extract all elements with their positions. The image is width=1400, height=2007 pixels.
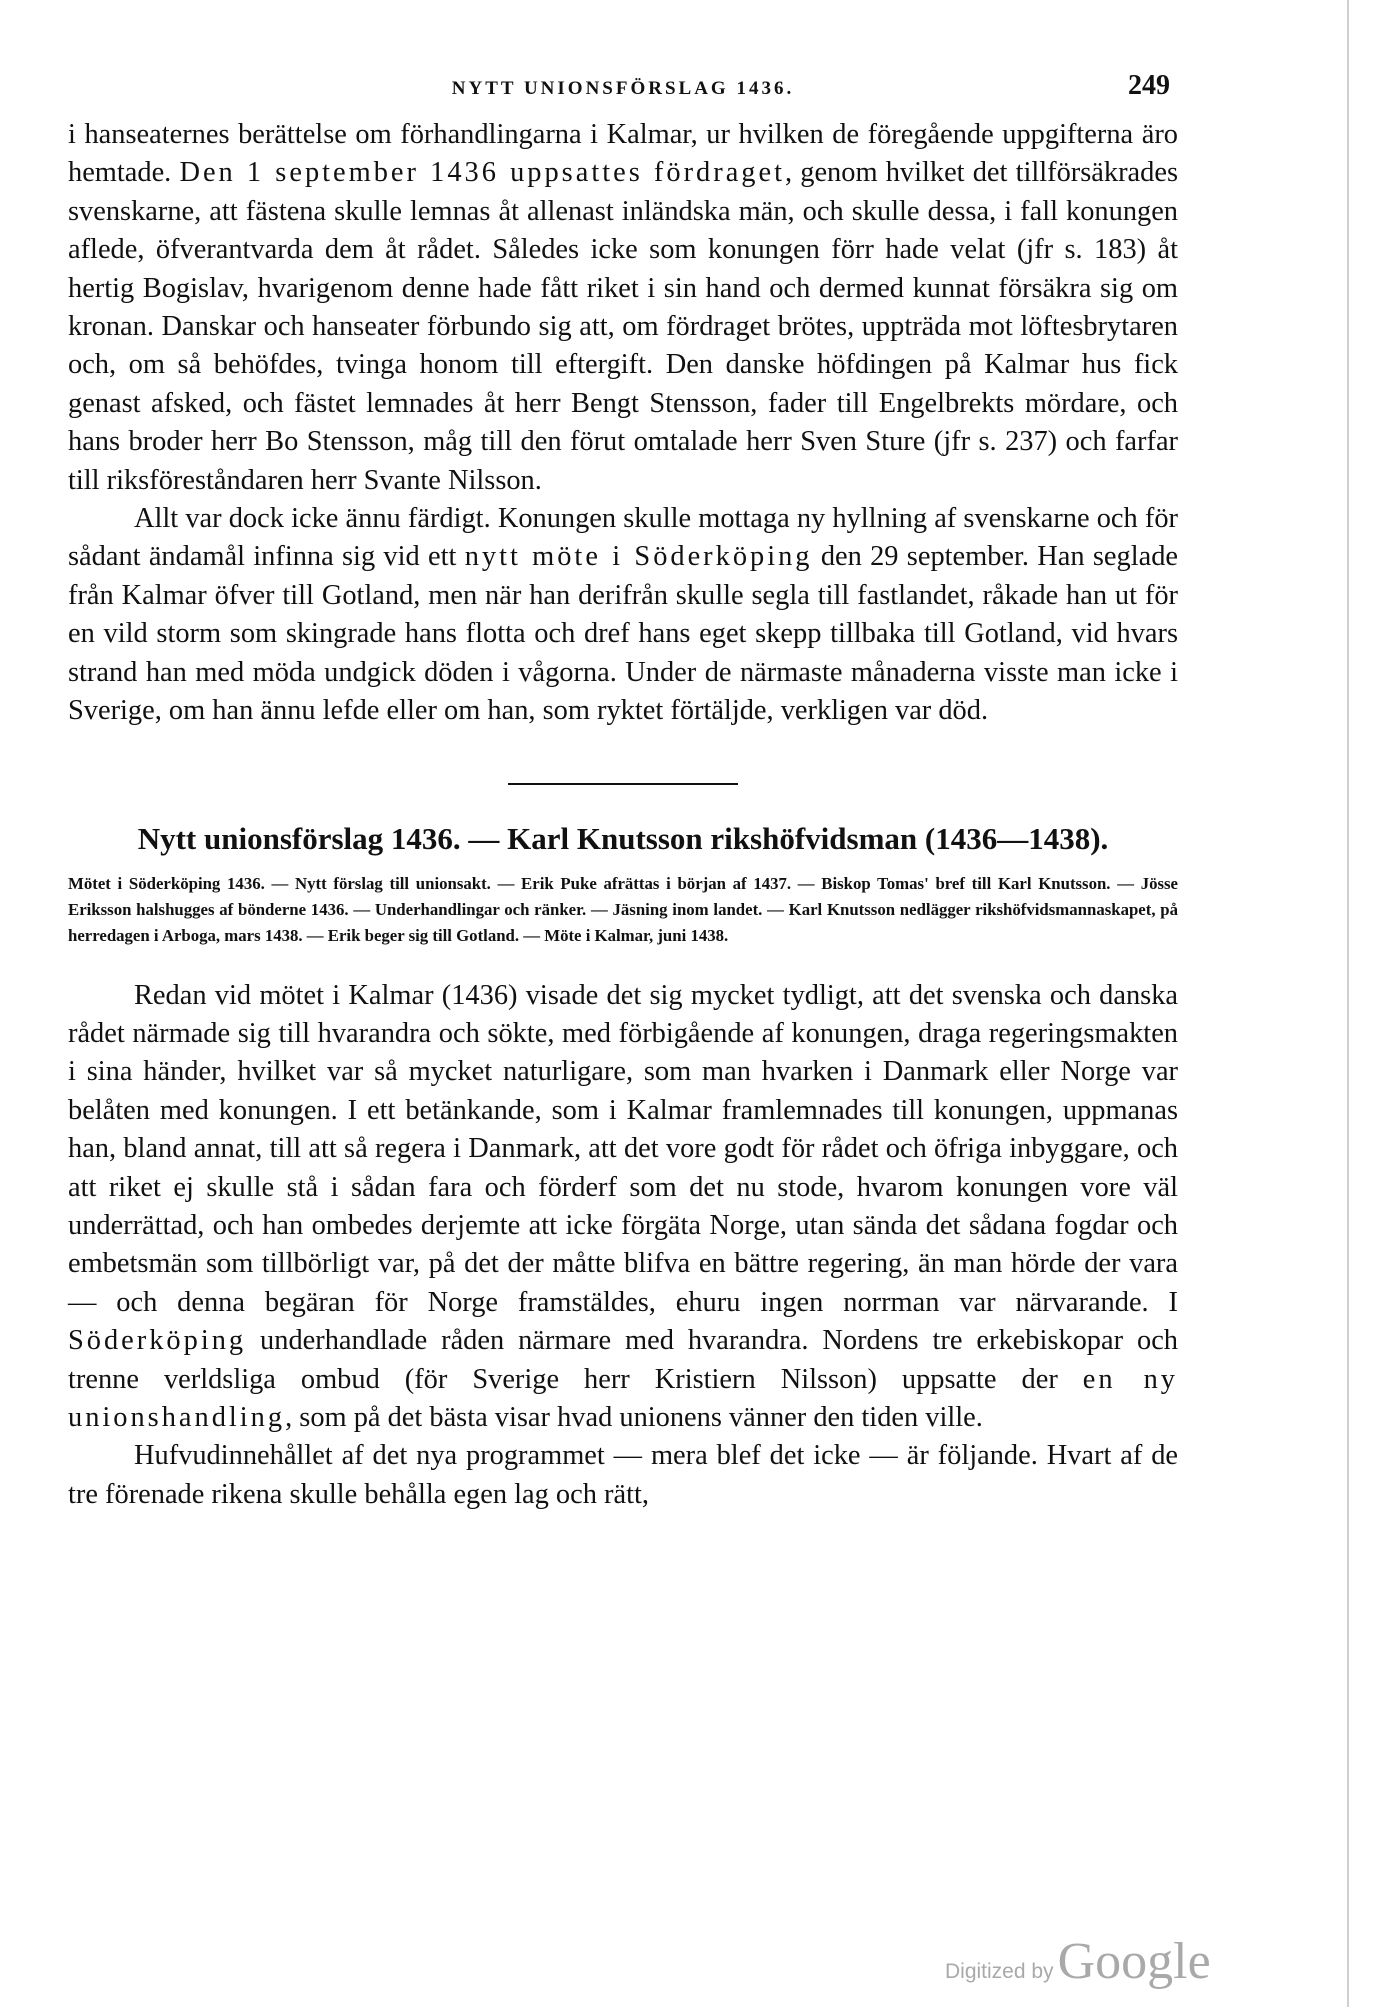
- paragraph-2-text-c: den 29 september. Han seglade från Kalmar öfver till Gotland, men när han derifrån skulle segla till fastlandet, råkade han ut för en vild storm som skingrade hans flotta och dref hans eget skepp tillbaka till Gotland, vid hvars strand han med möda undgick döden i vågorna. Under de närmaste månaderna visste man icke i Sverige, om han ännu lefde eller om han, som ryktet förtäljde, verkligen var död.: [68, 541, 1179, 727]
- paragraph-2-spaced-text: nytt möte i Söderköping: [464, 541, 813, 573]
- paragraph-4-text: Hufvudinnehållet af det nya programmet — mera blef det icke — är följande. Hvart af de tre förenade rikena skulle behålla egen lag och rätt,: [68, 1440, 1178, 1510]
- paragraph-3: [68, 977, 1178, 1438]
- paragraph-4: [68, 1437, 1178, 1514]
- page-edge-line: [1347, 0, 1349, 2007]
- digitized-by-text: Digitized by: [945, 1960, 1054, 1983]
- paragraph-3-text-e: , som på det bästa visar hvad unionens vänner den tiden ville.: [285, 1401, 983, 1433]
- paragraph-2-text-a: Allt var dock icke ännu färdigt. Konungen skulle mottaga ny hyllning af svenskarne och för sådant ändamål infinna sig vid ett: [68, 503, 1178, 573]
- paragraph-1-spaced-text: Den 1 september 1436 uppsattes fördraget: [179, 157, 785, 189]
- paragraph-3-text-a: Redan vid mötet i Kalmar (1436) visade det sig mycket tydligt, att det svenska och danska rådet närmade sig till hvarandra och sökte, med förbigående af konungen, draga regeringsmakten i sina händer, hvilket var så mycket naturligare, som man hvarken i Danmark eller Norge var belåten med konungen. I ett betänkande, som i Kalmar framlemnades till konungen, uppmanas han, bland annat, till att så regera i Danmark, att det vore godt för rådet och öfriga inbyggare, och att riket ej skulle stå i sådan fara och förderf som det nu stode, hvarom konungen vore väl underrättad, och han ombedes derjemte att icke förgäta Norge, utan sända det sådana fogdar och embetsmän som tillbörligt var, på det der måtte blifva en bättre regering, än man hörde der vara — och denna begäran för Norge framstäldes, ehuru ingen norrman var närvarande. I: [68, 979, 1178, 1318]
- paragraph-3-spaced-text-1: Söderköping: [68, 1325, 247, 1357]
- paragraph-1: [68, 116, 1178, 500]
- section-heading: Nytt unionsförslag 1436. — Karl Knutsson rikshöfvidsman (1436—1438).: [137, 820, 1109, 856]
- book-page: [68, 70, 1178, 1514]
- paragraph-1-text-a: i hanseaternes berättelse om förhandlingarna i Kalmar, ur hvilken de föregående uppgifterna äro hemtade.: [68, 119, 1178, 189]
- paragraph-3-spaced-text-2: en ny unionshandling: [68, 1363, 1178, 1433]
- section-divider: [508, 783, 738, 785]
- section-summary: Mötet i Söderköping 1436. — Nytt förslag till unionsakt. — Erik Puke afrättas i början af 1437. — Biskop Tomas' bref till Karl Knutsson. — Jösse Eriksson halshugges af bönderne 1436. — Underhandlingar och ränker. — Jäsning inom landet. — Karl Knutsson nedlägger rikshöfvidsmannaskapet, på herredagen i Arboga, mars 1438. — Erik beger sig till Gotland. — Möte i Kalmar, juni 1438.: [68, 873, 1178, 945]
- page-header: [68, 70, 1178, 114]
- page-number: 249: [1128, 70, 1170, 101]
- paragraph-3-text-c: underhandlade råden närmare med hvarandra. Nordens tre erkebiskopar och trenne verldsliga ombud (för Sverige herr Kristiern Nilsson) uppsatte der: [68, 1325, 1178, 1395]
- running-title: NYTT UNIONSFÖRSLAG 1436.: [451, 78, 795, 99]
- paragraph-1-text-c: , genom hvilket det tillförsäkrades svenskarne, att fästena skulle lemnas åt allenast inländska män, och skulle dessa, i fall konungen aflede, öfverantvarda dem åt rådet. Således icke som konungen förr hade velat (jfr s. 183) åt hertig Bogislav, hvarigenom denne hade fått riket i sin hand och dermed kunnat försäkra sig om kronan. Danskar och hanseater förbundo sig att, om fördraget brötes, uppträda mot löftesbrytaren och, om så behöfdes, tvinga honom till eftergift. Den danske höfdingen på Kalmar hus fick genast afsked, och fästet lemnades åt herr Bengt Stensson, fader till Engelbrekts mördare, och hans broder herr Bo Stensson, måg till den förut omtalade herr Sven Sture (jfr s. 237) och farfar till riksföreståndaren herr Svante Nilsson.: [68, 157, 1178, 496]
- paragraph-2: [68, 500, 1178, 730]
- digitized-watermark: [945, 1932, 1211, 1991]
- google-logo: Google: [1057, 1933, 1211, 1990]
